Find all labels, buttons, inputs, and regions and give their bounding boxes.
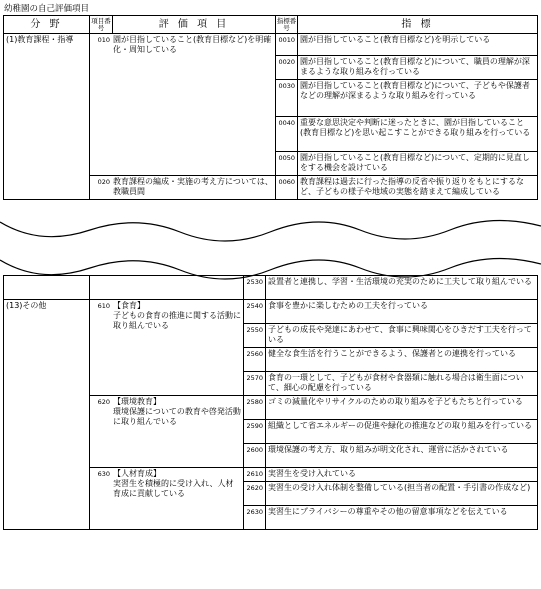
item-text: 園が目指していること(教育目標など)を明確化・周知している bbox=[113, 35, 272, 54]
header-item: 評 価 項 目 bbox=[158, 18, 230, 30]
header-item-group bbox=[90, 16, 276, 34]
indicator-text: 園が目指していること(教育目標など)について、定期的に見直しをする機会を設けている bbox=[298, 152, 538, 176]
item-text: 子どもの食育の推進に関する活動に取り組んでいる bbox=[113, 311, 241, 330]
indicator-text: 設置者と連携し、学習・生活環境の充実のために工夫して取り組んでいる bbox=[266, 276, 538, 300]
indicator-text: 健全な食生活を行うことができるよう、保護者との連携を行っている bbox=[266, 348, 538, 372]
indicator-text: ゴミの減量化やリサイクルのための取り組みを子どもたちと行っている bbox=[266, 396, 538, 420]
indicator-code: 2580 bbox=[244, 396, 266, 420]
indicator-text: 教育課程は過去に行った指導の反省や振り返りをもとにするなど、子どもの様子や地域の実態を踏まえて編成している bbox=[298, 176, 538, 200]
item-cell bbox=[90, 34, 276, 176]
indicator-code: 2630 bbox=[244, 506, 266, 530]
item-cell bbox=[90, 176, 276, 200]
indicator-code: 0060 bbox=[276, 176, 298, 200]
item-cell bbox=[90, 468, 244, 530]
table-row bbox=[4, 34, 538, 56]
header-item-number: 項目番号 bbox=[91, 16, 111, 32]
indicator-code: 0030 bbox=[276, 80, 298, 117]
evaluation-table-top bbox=[3, 15, 538, 200]
indicator-text: 実習生にプライバシーの尊重やその他の留意事項などを伝えている bbox=[266, 506, 538, 530]
indicator-text: 食育の一環として、子どもが食材や食器類に触れる場合は衛生面について、細心の配慮を行っている bbox=[266, 372, 538, 396]
indicator-text: 実習生の受け入れ体制を整備している(担当者の配置・手引書の作成など) bbox=[266, 482, 538, 506]
item-cell bbox=[90, 396, 244, 468]
indicator-code: 2600 bbox=[244, 444, 266, 468]
indicator-code: 0020 bbox=[276, 56, 298, 80]
indicator-code: 2550 bbox=[244, 324, 266, 348]
indicator-code: 0010 bbox=[276, 34, 298, 56]
evaluation-table-bottom bbox=[3, 275, 538, 530]
item-code: 630 bbox=[97, 470, 110, 478]
indicator-code: 0050 bbox=[276, 152, 298, 176]
item-text: 実習生を積極的に受け入れ、人材育成に貢献している bbox=[113, 479, 234, 498]
field-cell bbox=[4, 276, 90, 300]
indicator-text: 環境保護の考え方、取り組みが明文化され、運営に活かされている bbox=[266, 444, 538, 468]
indicator-code: 2570 bbox=[244, 372, 266, 396]
indicator-text: 園が目指していること(教育目標など)について、子どもや保護者などの理解が深まるような取り組みを行っている bbox=[298, 80, 538, 117]
indicator-code: 2590 bbox=[244, 420, 266, 444]
indicator-text: 食事を豊かに楽しむための工夫を行っている bbox=[266, 300, 538, 324]
indicator-text: 園が目指していること(教育目標など)を明示している bbox=[298, 34, 538, 56]
indicator-text: 組織として省エネルギーの促進や緑化の推進などの取り組みを行っている bbox=[266, 420, 538, 444]
indicator-text: 子どもの成長や発達にあわせて、食事に興味関心をひきだす工夫を行っている bbox=[266, 324, 538, 348]
item-code: 620 bbox=[97, 398, 110, 406]
indicator-code: 2560 bbox=[244, 348, 266, 372]
document-title: 幼稚園の自己評価項目 bbox=[4, 4, 90, 14]
item-code: 020 bbox=[97, 178, 110, 186]
item-title: 【環境教育】 bbox=[113, 397, 161, 406]
header-indicator: 指 標 bbox=[298, 16, 538, 34]
item-text: 教育課程の編成・実施の考え方については、教職員間 bbox=[113, 177, 273, 196]
item-title: 【人材育成】 bbox=[113, 469, 161, 478]
item-text: 環境保護についての教育や啓発活動に取り組んでいる bbox=[113, 407, 241, 426]
field-cell: (13)その他 bbox=[4, 300, 90, 530]
table-header-row bbox=[4, 16, 538, 34]
table-row bbox=[4, 276, 538, 300]
table-break-separator bbox=[0, 210, 541, 285]
indicator-code: 0040 bbox=[276, 117, 298, 152]
indicator-code: 2620 bbox=[244, 482, 266, 506]
table-row bbox=[4, 300, 538, 324]
item-title: 【食育】 bbox=[113, 301, 145, 310]
indicator-text: 園が目指していること(教育目標など)について、職員の理解が深まるような取り組みを行っている bbox=[298, 56, 538, 80]
header-field: 分 野 bbox=[4, 16, 90, 34]
item-code: 010 bbox=[97, 36, 110, 44]
item-cell bbox=[90, 300, 244, 396]
item-code: 610 bbox=[97, 302, 110, 310]
field-cell: (1)教育課程・指導 bbox=[4, 34, 90, 200]
header-indicator-number: 指標番号 bbox=[276, 16, 297, 32]
item-cell bbox=[90, 276, 244, 300]
indicator-text: 重要な意思決定や判断に迷ったときに、園が目指していること(教育目標など)を思い起こすことができる取り組みを行っている bbox=[298, 117, 538, 152]
indicator-text: 実習生を受け入れている bbox=[266, 468, 538, 482]
indicator-code: 2540 bbox=[244, 300, 266, 324]
indicator-code: 2530 bbox=[244, 276, 266, 300]
indicator-code: 2610 bbox=[244, 468, 266, 482]
